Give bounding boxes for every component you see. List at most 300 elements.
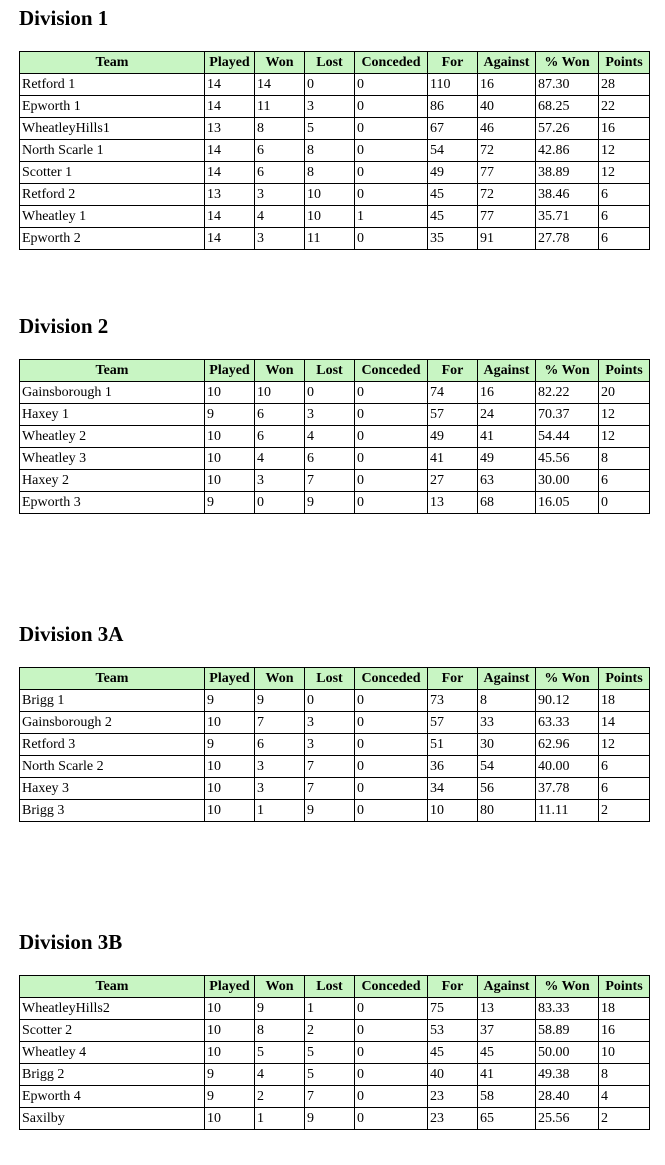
cell-team: Retford 1	[20, 74, 205, 96]
cell-against: 77	[478, 162, 536, 184]
cell-team: Saxilby	[20, 1108, 205, 1130]
table-row	[20, 140, 650, 162]
column-header-played: Played	[205, 976, 255, 998]
division-section	[19, 6, 649, 246]
cell-against: 63	[478, 470, 536, 492]
table-row	[20, 448, 650, 470]
cell-conceded: 0	[355, 74, 428, 96]
table-row	[20, 404, 650, 426]
cell-won: 5	[255, 1042, 305, 1064]
cell-lost: 3	[305, 712, 355, 734]
cell-pct-won: 58.89	[536, 1020, 599, 1042]
cell-won: 3	[255, 778, 305, 800]
cell-for: 110	[428, 74, 478, 96]
cell-won: 6	[255, 734, 305, 756]
column-header-team: Team	[20, 52, 205, 74]
cell-played: 10	[205, 1108, 255, 1130]
column-header-against: Against	[478, 360, 536, 382]
division-section	[19, 930, 649, 1126]
cell-pct-won: 38.89	[536, 162, 599, 184]
cell-played: 14	[205, 162, 255, 184]
cell-lost: 0	[305, 382, 355, 404]
cell-for: 45	[428, 206, 478, 228]
column-header-played: Played	[205, 52, 255, 74]
cell-against: 16	[478, 382, 536, 404]
cell-against: 33	[478, 712, 536, 734]
cell-won: 0	[255, 492, 305, 514]
cell-won: 1	[255, 800, 305, 822]
cell-for: 13	[428, 492, 478, 514]
standings-table	[19, 51, 650, 250]
cell-pct-won: 16.05	[536, 492, 599, 514]
cell-team: Retford 2	[20, 184, 205, 206]
cell-team: WheatleyHills1	[20, 118, 205, 140]
cell-conceded: 0	[355, 800, 428, 822]
standings-table	[19, 359, 650, 514]
cell-lost: 0	[305, 74, 355, 96]
cell-conceded: 0	[355, 184, 428, 206]
cell-for: 49	[428, 426, 478, 448]
cell-played: 9	[205, 404, 255, 426]
column-header-for: For	[428, 668, 478, 690]
cell-against: 30	[478, 734, 536, 756]
cell-for: 27	[428, 470, 478, 492]
column-header-won: Won	[255, 52, 305, 74]
cell-conceded: 0	[355, 426, 428, 448]
cell-won: 8	[255, 118, 305, 140]
column-header-against: Against	[478, 668, 536, 690]
table-row	[20, 712, 650, 734]
cell-points: 2	[599, 800, 650, 822]
cell-team: Brigg 2	[20, 1064, 205, 1086]
cell-points: 28	[599, 74, 650, 96]
table-row	[20, 206, 650, 228]
cell-conceded: 0	[355, 734, 428, 756]
cell-against: 72	[478, 184, 536, 206]
cell-won: 9	[255, 998, 305, 1020]
cell-pct-won: 28.40	[536, 1086, 599, 1108]
cell-team: Wheatley 4	[20, 1042, 205, 1064]
cell-lost: 7	[305, 756, 355, 778]
cell-for: 34	[428, 778, 478, 800]
cell-against: 54	[478, 756, 536, 778]
column-header-conceded: Conceded	[355, 668, 428, 690]
cell-won: 6	[255, 426, 305, 448]
table-row	[20, 492, 650, 514]
cell-team: Brigg 3	[20, 800, 205, 822]
cell-points: 12	[599, 426, 650, 448]
cell-against: 49	[478, 448, 536, 470]
cell-against: 58	[478, 1086, 536, 1108]
cell-played: 10	[205, 800, 255, 822]
cell-lost: 8	[305, 162, 355, 184]
cell-points: 22	[599, 96, 650, 118]
cell-won: 10	[255, 382, 305, 404]
cell-against: 24	[478, 404, 536, 426]
column-header-team: Team	[20, 668, 205, 690]
column-header-played: Played	[205, 360, 255, 382]
cell-pct-won: 37.78	[536, 778, 599, 800]
cell-conceded: 0	[355, 162, 428, 184]
cell-pct-won: 38.46	[536, 184, 599, 206]
division-section	[19, 622, 649, 818]
cell-won: 3	[255, 184, 305, 206]
cell-won: 6	[255, 162, 305, 184]
cell-lost: 8	[305, 140, 355, 162]
cell-played: 9	[205, 690, 255, 712]
cell-team: Wheatley 2	[20, 426, 205, 448]
column-header-against: Against	[478, 52, 536, 74]
cell-against: 37	[478, 1020, 536, 1042]
cell-played: 9	[205, 1086, 255, 1108]
header-row	[20, 360, 650, 382]
cell-against: 8	[478, 690, 536, 712]
division-title: Division 2	[19, 314, 109, 338]
cell-conceded: 0	[355, 1042, 428, 1064]
cell-conceded: 0	[355, 470, 428, 492]
cell-lost: 9	[305, 1108, 355, 1130]
table-row	[20, 162, 650, 184]
cell-conceded: 1	[355, 206, 428, 228]
cell-for: 57	[428, 404, 478, 426]
cell-team: Epworth 2	[20, 228, 205, 250]
cell-lost: 3	[305, 404, 355, 426]
header-row	[20, 668, 650, 690]
cell-conceded: 0	[355, 756, 428, 778]
cell-pct-won: 50.00	[536, 1042, 599, 1064]
column-header-team: Team	[20, 360, 205, 382]
cell-team: WheatleyHills2	[20, 998, 205, 1020]
cell-for: 23	[428, 1108, 478, 1130]
cell-points: 4	[599, 1086, 650, 1108]
column-header-team: Team	[20, 976, 205, 998]
table-row	[20, 118, 650, 140]
cell-against: 68	[478, 492, 536, 514]
cell-lost: 4	[305, 426, 355, 448]
column-header-pct-won: % Won	[536, 52, 599, 74]
division-title: Division 3A	[19, 622, 124, 646]
cell-played: 10	[205, 756, 255, 778]
cell-points: 12	[599, 404, 650, 426]
cell-conceded: 0	[355, 1086, 428, 1108]
table-row	[20, 184, 650, 206]
cell-against: 80	[478, 800, 536, 822]
cell-lost: 10	[305, 184, 355, 206]
table-row	[20, 734, 650, 756]
cell-won: 11	[255, 96, 305, 118]
column-header-points: Points	[599, 976, 650, 998]
cell-for: 36	[428, 756, 478, 778]
column-header-pct-won: % Won	[536, 668, 599, 690]
cell-pct-won: 70.37	[536, 404, 599, 426]
cell-team: Haxey 2	[20, 470, 205, 492]
cell-played: 10	[205, 1042, 255, 1064]
cell-for: 73	[428, 690, 478, 712]
cell-won: 14	[255, 74, 305, 96]
cell-played: 10	[205, 382, 255, 404]
column-header-for: For	[428, 976, 478, 998]
cell-team: Gainsborough 1	[20, 382, 205, 404]
cell-for: 49	[428, 162, 478, 184]
cell-for: 41	[428, 448, 478, 470]
cell-won: 8	[255, 1020, 305, 1042]
cell-lost: 3	[305, 96, 355, 118]
cell-won: 6	[255, 140, 305, 162]
column-header-conceded: Conceded	[355, 976, 428, 998]
cell-team: Epworth 4	[20, 1086, 205, 1108]
cell-pct-won: 87.30	[536, 74, 599, 96]
cell-conceded: 0	[355, 228, 428, 250]
cell-won: 3	[255, 756, 305, 778]
cell-played: 10	[205, 470, 255, 492]
cell-lost: 1	[305, 998, 355, 1020]
cell-played: 13	[205, 118, 255, 140]
cell-played: 10	[205, 426, 255, 448]
table-row	[20, 228, 650, 250]
cell-conceded: 0	[355, 140, 428, 162]
table-row	[20, 74, 650, 96]
standings-table	[19, 667, 650, 822]
cell-for: 57	[428, 712, 478, 734]
cell-for: 45	[428, 1042, 478, 1064]
cell-lost: 5	[305, 1042, 355, 1064]
cell-won: 3	[255, 470, 305, 492]
cell-against: 91	[478, 228, 536, 250]
cell-against: 16	[478, 74, 536, 96]
cell-lost: 5	[305, 1064, 355, 1086]
column-header-conceded: Conceded	[355, 52, 428, 74]
cell-for: 35	[428, 228, 478, 250]
cell-conceded: 0	[355, 998, 428, 1020]
cell-team: Wheatley 3	[20, 448, 205, 470]
cell-points: 0	[599, 492, 650, 514]
cell-lost: 7	[305, 778, 355, 800]
cell-won: 1	[255, 1108, 305, 1130]
cell-played: 9	[205, 492, 255, 514]
cell-team: Haxey 1	[20, 404, 205, 426]
table-row	[20, 382, 650, 404]
column-header-lost: Lost	[305, 52, 355, 74]
cell-lost: 7	[305, 1086, 355, 1108]
cell-for: 74	[428, 382, 478, 404]
division-section	[19, 314, 649, 510]
column-header-points: Points	[599, 52, 650, 74]
cell-pct-won: 49.38	[536, 1064, 599, 1086]
cell-won: 9	[255, 690, 305, 712]
cell-team: Haxey 3	[20, 778, 205, 800]
column-header-won: Won	[255, 976, 305, 998]
cell-lost: 11	[305, 228, 355, 250]
cell-pct-won: 54.44	[536, 426, 599, 448]
column-header-lost: Lost	[305, 976, 355, 998]
cell-for: 23	[428, 1086, 478, 1108]
column-header-conceded: Conceded	[355, 360, 428, 382]
cell-pct-won: 90.12	[536, 690, 599, 712]
cell-against: 77	[478, 206, 536, 228]
table-row	[20, 1064, 650, 1086]
cell-for: 54	[428, 140, 478, 162]
cell-played: 9	[205, 1064, 255, 1086]
cell-points: 16	[599, 118, 650, 140]
table-row	[20, 756, 650, 778]
cell-pct-won: 83.33	[536, 998, 599, 1020]
cell-against: 45	[478, 1042, 536, 1064]
cell-team: Scotter 1	[20, 162, 205, 184]
cell-conceded: 0	[355, 404, 428, 426]
cell-lost: 2	[305, 1020, 355, 1042]
table-row	[20, 470, 650, 492]
table-row	[20, 998, 650, 1020]
cell-pct-won: 30.00	[536, 470, 599, 492]
table-row	[20, 1086, 650, 1108]
cell-for: 40	[428, 1064, 478, 1086]
cell-team: Epworth 1	[20, 96, 205, 118]
cell-played: 14	[205, 228, 255, 250]
cell-played: 14	[205, 74, 255, 96]
cell-points: 18	[599, 998, 650, 1020]
column-header-for: For	[428, 52, 478, 74]
column-header-against: Against	[478, 976, 536, 998]
cell-pct-won: 63.33	[536, 712, 599, 734]
cell-against: 41	[478, 1064, 536, 1086]
cell-for: 75	[428, 998, 478, 1020]
column-header-points: Points	[599, 668, 650, 690]
cell-against: 72	[478, 140, 536, 162]
cell-conceded: 0	[355, 118, 428, 140]
cell-conceded: 0	[355, 1020, 428, 1042]
cell-points: 6	[599, 778, 650, 800]
cell-team: Wheatley 1	[20, 206, 205, 228]
cell-points: 14	[599, 712, 650, 734]
cell-for: 10	[428, 800, 478, 822]
cell-lost: 6	[305, 448, 355, 470]
cell-for: 45	[428, 184, 478, 206]
cell-pct-won: 57.26	[536, 118, 599, 140]
table-row	[20, 426, 650, 448]
column-header-pct-won: % Won	[536, 360, 599, 382]
column-header-played: Played	[205, 668, 255, 690]
cell-played: 10	[205, 448, 255, 470]
cell-pct-won: 45.56	[536, 448, 599, 470]
table-row	[20, 778, 650, 800]
cell-points: 12	[599, 162, 650, 184]
cell-lost: 0	[305, 690, 355, 712]
header-row	[20, 976, 650, 998]
cell-played: 10	[205, 712, 255, 734]
cell-team: Brigg 1	[20, 690, 205, 712]
cell-for: 67	[428, 118, 478, 140]
cell-team: Scotter 2	[20, 1020, 205, 1042]
cell-pct-won: 27.78	[536, 228, 599, 250]
cell-for: 53	[428, 1020, 478, 1042]
cell-conceded: 0	[355, 1108, 428, 1130]
cell-against: 13	[478, 998, 536, 1020]
cell-won: 4	[255, 448, 305, 470]
cell-lost: 5	[305, 118, 355, 140]
cell-points: 6	[599, 756, 650, 778]
cell-team: North Scarle 2	[20, 756, 205, 778]
cell-won: 4	[255, 1064, 305, 1086]
cell-against: 46	[478, 118, 536, 140]
cell-conceded: 0	[355, 778, 428, 800]
cell-pct-won: 62.96	[536, 734, 599, 756]
cell-pct-won: 11.11	[536, 800, 599, 822]
division-title: Division 3B	[19, 930, 123, 954]
cell-conceded: 0	[355, 492, 428, 514]
cell-won: 3	[255, 228, 305, 250]
cell-points: 6	[599, 184, 650, 206]
cell-conceded: 0	[355, 712, 428, 734]
cell-points: 8	[599, 448, 650, 470]
cell-won: 6	[255, 404, 305, 426]
column-header-for: For	[428, 360, 478, 382]
division-title: Division 1	[19, 6, 109, 30]
cell-pct-won: 82.22	[536, 382, 599, 404]
cell-against: 65	[478, 1108, 536, 1130]
column-header-won: Won	[255, 668, 305, 690]
cell-for: 51	[428, 734, 478, 756]
table-row	[20, 1108, 650, 1130]
column-header-lost: Lost	[305, 668, 355, 690]
cell-played: 14	[205, 96, 255, 118]
cell-points: 8	[599, 1064, 650, 1086]
standings-table	[19, 975, 650, 1130]
cell-conceded: 0	[355, 690, 428, 712]
cell-pct-won: 35.71	[536, 206, 599, 228]
cell-pct-won: 40.00	[536, 756, 599, 778]
cell-won: 2	[255, 1086, 305, 1108]
cell-against: 40	[478, 96, 536, 118]
table-row	[20, 800, 650, 822]
header-row	[20, 52, 650, 74]
cell-against: 41	[478, 426, 536, 448]
cell-conceded: 0	[355, 448, 428, 470]
cell-played: 13	[205, 184, 255, 206]
cell-played: 9	[205, 734, 255, 756]
cell-lost: 10	[305, 206, 355, 228]
cell-lost: 9	[305, 492, 355, 514]
cell-points: 6	[599, 228, 650, 250]
column-header-lost: Lost	[305, 360, 355, 382]
table-row	[20, 1020, 650, 1042]
cell-points: 12	[599, 140, 650, 162]
column-header-pct-won: % Won	[536, 976, 599, 998]
cell-points: 2	[599, 1108, 650, 1130]
cell-played: 10	[205, 998, 255, 1020]
cell-team: Epworth 3	[20, 492, 205, 514]
column-header-points: Points	[599, 360, 650, 382]
cell-for: 86	[428, 96, 478, 118]
cell-lost: 7	[305, 470, 355, 492]
cell-pct-won: 25.56	[536, 1108, 599, 1130]
cell-played: 14	[205, 206, 255, 228]
cell-won: 4	[255, 206, 305, 228]
cell-team: Retford 3	[20, 734, 205, 756]
table-row	[20, 690, 650, 712]
cell-points: 10	[599, 1042, 650, 1064]
cell-lost: 3	[305, 734, 355, 756]
cell-conceded: 0	[355, 96, 428, 118]
cell-conceded: 0	[355, 382, 428, 404]
cell-played: 10	[205, 1020, 255, 1042]
cell-points: 12	[599, 734, 650, 756]
cell-against: 56	[478, 778, 536, 800]
cell-lost: 9	[305, 800, 355, 822]
table-row	[20, 96, 650, 118]
column-header-won: Won	[255, 360, 305, 382]
cell-played: 10	[205, 778, 255, 800]
cell-points: 16	[599, 1020, 650, 1042]
